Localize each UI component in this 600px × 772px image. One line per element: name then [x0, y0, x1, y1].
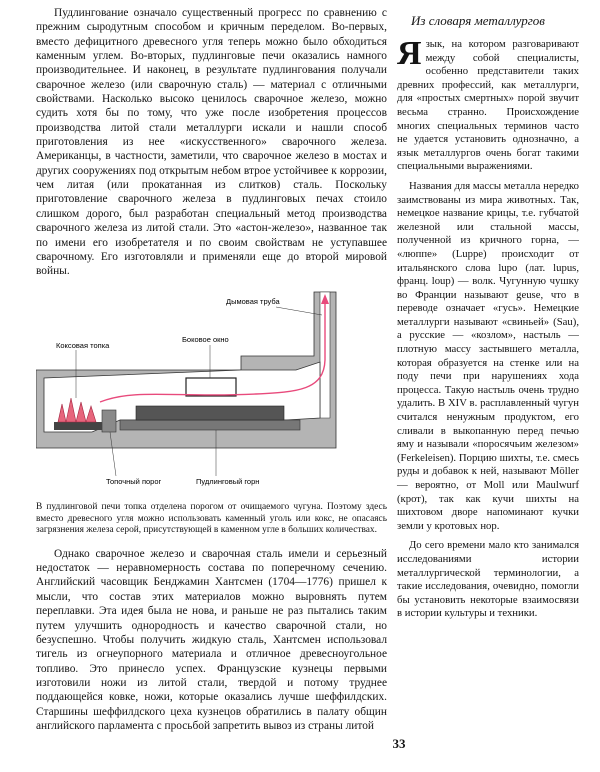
- fire-bridge: [102, 410, 116, 432]
- hearth-metal: [136, 406, 284, 420]
- main-paragraph-1: Пудлингование означало существенный прогресс по сравнению с прежним сыродутным способом и кричным переделом. Во-первых, вместо дефицитного древесного угля теперь можно было обходиться каменным углем. Во-вторых, пудлинговые печи оказались намного производительнее. И наконец, в результате пудлингования получали сварочное железо (или сварочную сталь) — материал с отличными свойствами. Насколько высоко ценилось сварочное железо, можно судить хотя бы по тому, что уже после изобретения процессов производства литой стали металлурги искали и нашли способ приготовления из нее «искусственного» сварочного железа. Американцы, в частности, заметили, что сварочное железо в мостах и других сооружениях под открытым небом втрое устойчивее к коррозии, чем литая (или прокатанная из слитков) сталь. Поскольку приготовление сварочного железа в пудлинговых печах стоило слишком дорого, был разработан специальный метод производства сварочного железа из литой стали. Это «астон-железо», названное так по имени его изобретателя и по своим свойствам не уступавшее сварочному. Его изготовляли и применяли еще до второй мировой войны.: [36, 7, 387, 278]
- label-flue: Дымовая труба: [226, 297, 280, 306]
- dropcap: Я: [397, 35, 422, 72]
- lower-main: [36, 498, 387, 733]
- main-paragraph-2: Однако сварочное железо и сварочная сталь имели и серьезный недостаток — неравномерность состава по поперечному сечению. Английский часовщик Бенджамин Хантсмен (1704—1776) пришел к мысли, что состав этих материалов можно выровнять путем переплавки. Эта идея была не нова, и раньше не раз пытались таким путем улучшить однородность и качество сварочной стали, но безуспешно. Чтобы получить жидкую сталь, Хантсмен использовал тигель из огнеупорного материала и отличное древесноугольное топливо. Это принесло успех. Французские кузнецы первыми изготовили ножи из литой стали, твердой и потому труднее поддающейся ковке, ножи, которые оказались лучше шеффилдских. Старшины шеффилдского цеха кузнецов обратились в палату общин английского парламента с просьбой запретить вывоз из страны литой: [36, 547, 387, 732]
- hearth-base: [120, 420, 300, 430]
- puddling-furnace-diagram: [36, 270, 388, 492]
- label-threshold: Топочный порог: [106, 477, 162, 486]
- sidebar-paragraph-1: [397, 35, 579, 174]
- page-number: 33: [392, 736, 406, 751]
- sidebar-paragraph-3: До сего времени мало кто занимался исследованиями истории металлургической терминологии, а такие исследования, очевидно, помогли бы установить некоторые взаимосвязи в истории культуры и техники.: [397, 539, 579, 620]
- side-window: [186, 378, 236, 396]
- sidebar-heading: Из словаря металлургов: [411, 13, 545, 28]
- figure-caption: В пудлинговой печи топка отделена порогом от очищаемого чугуна. Поэтому здесь вместо древесного угля можно использовать каменный уголь или кокс, не опасаясь загрязнения железа серой, присутствующей в каменном угле в больших количествах.: [36, 502, 387, 536]
- label-hearth: Пудлинговый горн: [196, 477, 260, 486]
- sidebar-paragraph-2: Названия для массы металла нередко заимствованы из мира животных. Так, немецкое название крицы, т.е. губчатой железной или стальной массы, полученной из кричного горна, — «люппе» (Luppe) происходит от итальянского слова lupo (лат. lupus, франц. loup) — волк. Чугунную чушку во Франции называют geuse, что в переводе означает «гусь». Немецкие металлурги называют «свиньей» (Sau), а русские — «козлом», настыль — плотную массу застывшего металла, которая образуется на стенке или на поду печи при нарушениях хода процесса. Такую настыль очень трудно удалить. В XIV в. расплавленный чугун считался ненужным продуктом, его сливали в выкопанную перед печью яму и называли «поросячьим железом» (Ferkeleisen). Порцию шихты, т.е. смесь руды и добавок к ней, называют Möller — вероятно, от Moll или Maulwurf (крот), так как кучи шихты на шихтовом дворе напоминают кучки земли у кротовых нор.: [397, 179, 579, 532]
- label-side-window: Боковое окно: [182, 335, 229, 344]
- grate: [54, 422, 102, 430]
- main-column: [36, 6, 387, 279]
- sidebar: [397, 6, 579, 627]
- label-coke-fire: Коксовая топка: [56, 341, 110, 350]
- sidebar-paragraph-1-text: зык, на котором разговаривают между собой специалисты, особенно представители таких древних профессий, как металлурги, для «простых смертных» порой звучит весьма странно. Происхождение многих специальных терминов часто не удается установить однозначно, а язык металлургов очень богат такими специальными выражениями.: [397, 38, 579, 173]
